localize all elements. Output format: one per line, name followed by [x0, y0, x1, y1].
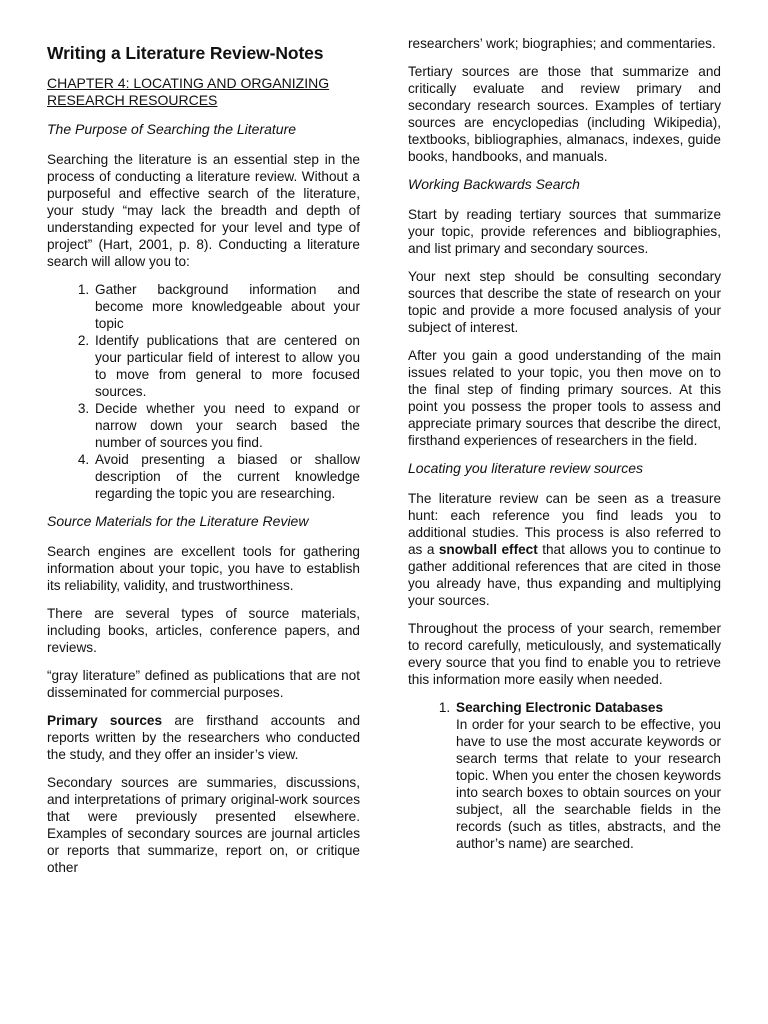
secondary-sources-paragraph: Secondary sources are summaries, discussions, and interpretations of primary original-work sources that were previously presented elsewhere. Examples of secondary sources are journal articles or reports that summarize, report on, or critique other	[47, 775, 360, 875]
secondary-sources-continued: researchers’ work; biographies; and commentaries.	[408, 36, 716, 51]
gray-literature-paragraph: “gray literature” defined as publications that are not disseminated for commercial purposes.	[47, 668, 360, 700]
sources-heading: Source Materials for the Literature Review	[47, 513, 309, 529]
snowball-text-after: that allows you to continue to gather additional references that are cited in those you already have, thus expanding and multiplying your sources.	[408, 542, 721, 608]
tertiary-sources-paragraph: Tertiary sources are those that summarize and critically evaluate and review primary and secondary research sources. Examples of tertiary sources are encyclopedias (including Wikipedia), textbooks, bibliographies, almanacs, indexes, guide books, handbooks, and manuals.	[408, 64, 721, 164]
record-sources-paragraph: Throughout the process of your search, remember to record carefully, meticulously, and systematically every source that you find to enable you to retrieve this information more easily when needed.	[408, 621, 721, 687]
locating-steps-list	[408, 699, 721, 852]
purpose-paragraph: Searching the literature is an essential step in the process of conducting a literature review. Without a purposeful and effective search of the literature, your study “may lack the breadth and depth of understanding expected for your level and type of project” (Hart, 2001, p. 8). Conducting a literature search will allow you to:	[47, 152, 360, 269]
working-backwards-step1: Start by reading tertiary sources that summarize your topic, provide references and bibliographies, and list primary and secondary sources.	[408, 207, 721, 256]
purpose-heading: The Purpose of Searching the Literature	[47, 121, 297, 137]
search-benefits-list	[47, 281, 360, 502]
primary-sources-term: Primary sources	[47, 713, 163, 728]
list-item: 3. Decide whether you need to expand or narrow down your search based the number of sources you find.	[93, 400, 360, 451]
working-backwards-step3: After you gain a good understanding of the main issues related to your topic, you then move on to the final step of finding primary sources. At this point you possess the proper tools to assess and appreciate primary sources that describe the direct, firsthand experiences of researchers in the field.	[408, 348, 721, 448]
primary-sources-paragraph	[47, 712, 360, 763]
list-item: 2. Identify publications that are centered on your particular field of interest to allow you to move from general to more focused sources.	[93, 332, 360, 400]
document-title: Writing a Literature Review-Notes	[47, 43, 324, 63]
search-engines-paragraph: Search engines are excellent tools for gathering information about your topic, you have to establish its reliability, validity, and trustworthiness.	[47, 544, 360, 593]
snowball-effect-term: snowball effect	[438, 542, 538, 557]
source-types-paragraph: There are several types of source materials, including books, articles, conference papers, and reviews.	[47, 606, 360, 655]
locating-heading: Locating you literature review sources	[408, 460, 644, 476]
snowball-paragraph	[408, 490, 721, 609]
list-item: 4. Avoid presenting a biased or shallow description of the current knowledge regarding the topic you are researching.	[93, 451, 360, 502]
working-backwards-step2: Your next step should be consulting secondary sources that describe the state of research on your topic and provide a more focused analysis of your subject of interest.	[408, 269, 721, 335]
list-item	[454, 699, 721, 852]
primary-sources-definition: are firsthand accounts and reports written by the researchers who conducted the study, and they offer an insider’s view.	[47, 713, 361, 762]
working-backwards-heading: Working Backwards Search	[408, 176, 580, 192]
right-column	[408, 35, 721, 887]
databases-body: In order for your search to be effective, you have to use the most accurate keywords or search terms that relate to your research topic. When you enter the chosen keywords into search boxes to obtain sources on your subject, all the searchable fields in the records (such as titles, abstracts, and the author’s name) are searched.	[456, 717, 721, 851]
list-item: 1. Gather background information and become more knowledgeable about your topic	[93, 281, 360, 332]
snowball-text-before: The literature review can be seen as a treasure hunt: each reference you find leads you to additional studies. This process is also referred to as a	[408, 491, 721, 557]
left-column	[47, 38, 360, 887]
databases-title: Searching Electronic Databases	[456, 700, 664, 715]
chapter-heading: CHAPTER 4: LOCATING AND ORGANIZING RESEARCH RESOURCES	[47, 75, 330, 108]
two-column-layout	[47, 38, 721, 887]
